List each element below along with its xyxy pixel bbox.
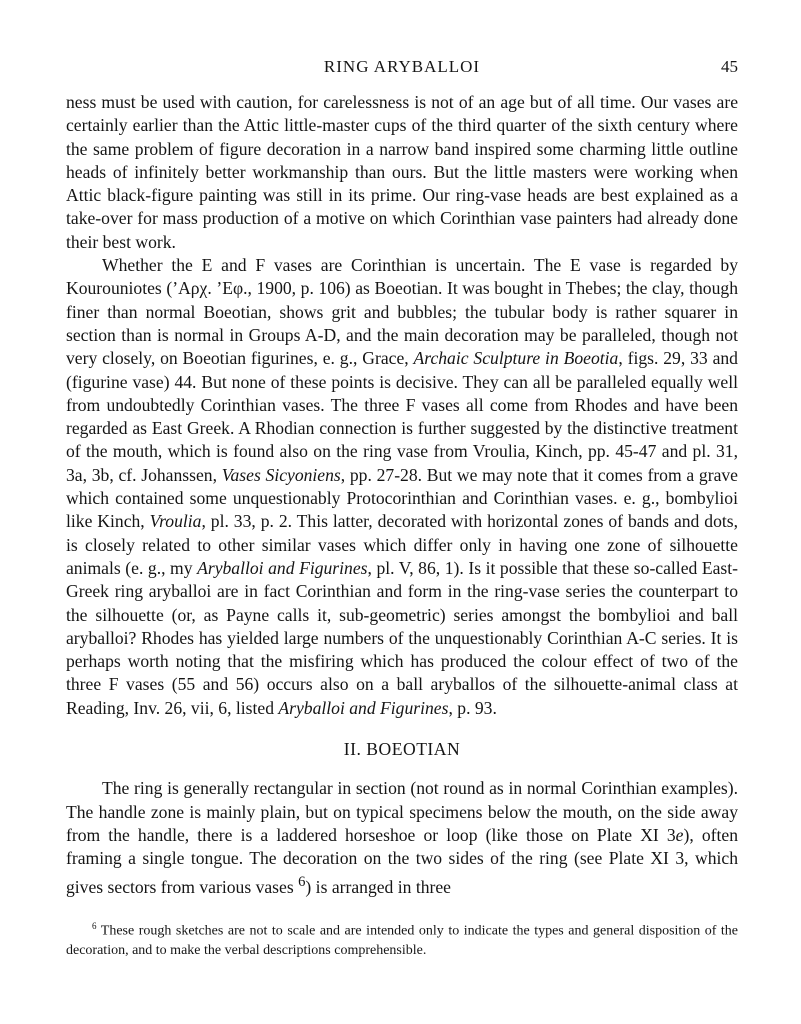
paragraph-3: The ring is generally rectangular in section (not round as in normal Corinthian examples). The handle zone is mainly plain, but on typical specimens below the mouth, on the side away from the handle, there is a laddered horseshoe or loop (like those on Plate XI 3e), often framing a single tongue. The decoration on the two sides of the ring (see Plate XI 3, which gives sectors from various vases $^6$) is arranged in three [66, 778, 738, 897]
footnote-marker: 6 [92, 921, 97, 931]
running-head: RING ARYBALLOI [323, 57, 481, 76]
footnote [66, 917, 738, 960]
footnote-text: These rough sketches are not to scale and are intended only to indicate the types and general disposition of the decoration, and to make the verbal descriptions comprehensible. [66, 923, 739, 958]
body-text [66, 91, 738, 899]
paragraph-2: Whether the E and F vases are Corinthian is uncertain. The E vase is regarded by Kourouniotes (’Αρχ. ’Εφ., 1900, p. 106) as Boeotian. It was bought in Thebes; the clay, though finer than normal Boeotian, shows grit and bubbles; the tubular body is rather squarer in section than is normal in Groups A-D, and the main decoration may be paralleled, though not very closely, on Boeotian figurines, e. g., Grace, Archaic Sculpture in Boeotia, figs. 29, 33 and (figurine vase) 44. But none of these points is decisive. They can all be paralleled equally well from undoubtedly Corinthian vases. The three F vases all come from Rhodes and have been regarded as East Greek. A Rhodian connection is further suggested by the distinctive treatment of the mouth, which is found also on the ring vase from Vroulia, Kinch, pp. 45-47 and pl. 31, 3a, 3b, cf. Johanssen, Vases Sicyoniens, pp. 27-28. But we may note that it comes from a grave which contained some unquestionably Protocorinthian and Corinthian vases. e. g., bombylioi like Kinch, Vroulia, pl. 33, p. 2. This latter, decorated with horizontal zones of bands and dots, is closely related to other similar vases which differ only in having one zone of silhouette animals (e. g., my Aryballoi and Figurines, pl. V, 86, 1). Is it possible that these so-called East-Greek ring aryballoi are in fact Corinthian and form in the ring-vase series the counterpart to the silhouette (or, as Payne calls it, sub-geometric) series amongst the bombylioi and ball aryballoi? Rhodes has yielded large numbers of the unquestionably Corinthian A-C series. It is perhaps worth noting that the misfiring which has produced the colour effect of two of the three F vases (55 and 56) occurs also on a ball aryballos of the silhouette-animal class at Reading, Inv. 26, vii, 6, listed Aryballoi and Figurines, p. 93. [66, 255, 739, 718]
section-heading: II. BOEOTIAN [343, 739, 461, 760]
page-number: 45 [721, 57, 738, 76]
paragraph-1: ness must be used with caution, for carelessness is not of an age but of all time. Our vases are certainly earlier than the Attic little-master cups of the third quarter of the sixth century where the same problem of figure decoration in a narrow band inspired some charming little outline heads of infinitely better workmanship than ours. But the little masters were working when Attic black-figure painting was still in its prime. Our ring-vase heads are best explained as a take-over for mass production of a motive on which Corinthian vase painters had already done their best work. [66, 92, 738, 252]
